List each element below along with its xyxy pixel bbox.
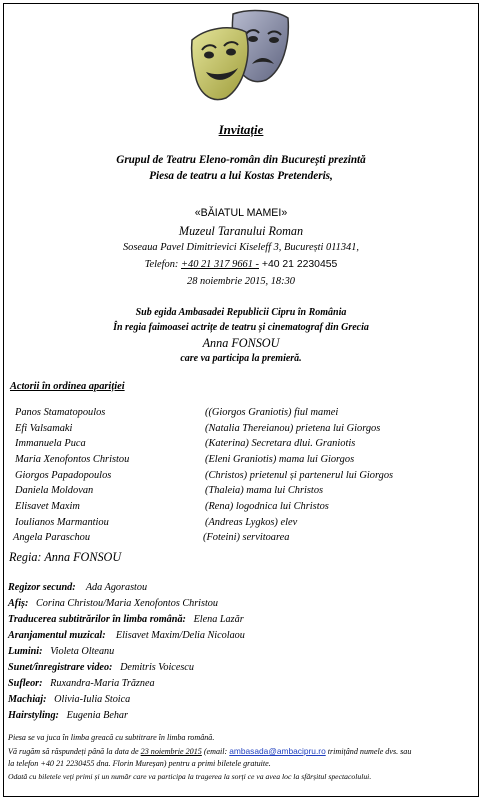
cast-row: Maria Xenofontos Christou (Eleni Graniotis) mama lui Giorgos	[15, 454, 355, 465]
cast-row: Ioulianos Marmantiou (Andreas Lygkos) elev	[15, 517, 298, 528]
venue-phone: Telefon: +40 21 317 9661 - +40 21 2230455	[144, 259, 338, 270]
crew-row: Hairstyling: Eugenia Behar	[8, 710, 128, 721]
cast-row: Daniela Moldovan (Thaleia) mama lui Christos	[15, 485, 324, 496]
play-title: «BĂIATUL MAMEI»	[194, 207, 288, 219]
event-date: 28 noiembrie 2015, 18:30	[187, 276, 295, 287]
crew-row: Sufleor: Ruxandra-Maria Trăznea	[8, 678, 155, 689]
crew-row: Machiaj: Olivia-Iulia Stoica	[8, 694, 131, 705]
cast-row: Immanuela Puca (Katerina) Secretara dlui. Graniotis	[15, 438, 356, 449]
presenter-line: Grupul de Teatru Eleno-român din București prezintă	[116, 154, 366, 166]
crew-row: Aranjamentul muzical: Elisavet Maxim/Delia Nicolaou	[8, 630, 245, 641]
email-link[interactable]: ambasada@ambacipru.ro	[229, 746, 326, 756]
footer-raffle-note: Odată cu biletele veți primi și un număr care va participa la tragerea la sorți ce va avea loc la sfârșitul spectacolului.	[8, 772, 372, 781]
footer-rsvp-line: Vă rugăm să răspundeți până la data de 23 noiembrie 2015 (email: ambasada@ambacipru.ro trimițând numele dvs. sau	[8, 746, 412, 756]
crew-row: Traducerea subtitrărilor în limba română: Elena Lazăr	[8, 614, 244, 625]
rsvp-deadline: 23 noiembrie 2015	[140, 747, 202, 756]
phone-link[interactable]: +40 21 317 9661 -	[180, 259, 259, 270]
crew-row: Sunet/înregistrare video: Demitris Voicescu	[8, 662, 194, 673]
play-author-line: Piesa de teatru a lui Kostas Pretenderis,	[149, 170, 333, 182]
venue-address: Soseaua Pavel Dimitrievici Kiseleff 3, București 011341,	[122, 242, 360, 253]
crew-row: Lumini: Violeta Olteanu	[8, 646, 115, 657]
footer-language-note: Piesa se va juca în limba greacă cu subtitrare în limba română.	[8, 733, 215, 742]
footer-phone-line: la telefon +40 21 2230455 dna. Florin Mureșan) pentru a primi biletele gratuite.	[8, 759, 271, 768]
director-name: Anna FONSOU	[202, 336, 280, 350]
crew-row: Afiș: Corina Christou/Maria Xenofontos Christou	[8, 598, 218, 609]
invitation-title: Invitație	[218, 122, 264, 137]
premiere-note: care va participa la premieră.	[180, 353, 302, 364]
direction-credit: Regia: Anna FONSOU	[9, 550, 122, 564]
cast-row: Elisavet Maxim (Rena) logodnica lui Christos	[15, 501, 329, 512]
theatre-masks-icon	[188, 8, 293, 106]
cast-heading: Actorii în ordinea apariției	[10, 381, 125, 392]
cast-row: Giorgos Papadopoulos (Christos) prietenul și partenerul lui Giorgos	[15, 470, 394, 481]
cast-row: Efi Valsamaki (Natalia Thereianou) prietena lui Giorgos	[15, 423, 381, 434]
cast-row: Panos Stamatopoulos ((Giorgos Graniotis) fiul mamei	[15, 407, 339, 418]
patronage-line: Sub egida Ambasadei Republicii Cipru în România	[135, 307, 347, 318]
venue-name: Muzeul Taranului Roman	[178, 224, 304, 238]
crew-row: Regizor secund: Ada Agorastou	[8, 582, 148, 593]
director-intro-line: În regia faimoasei actrițe de teatru și cinematograf din Grecia	[113, 322, 369, 333]
cast-row: Angela Paraschou (Foteini) servitoarea	[13, 532, 290, 543]
